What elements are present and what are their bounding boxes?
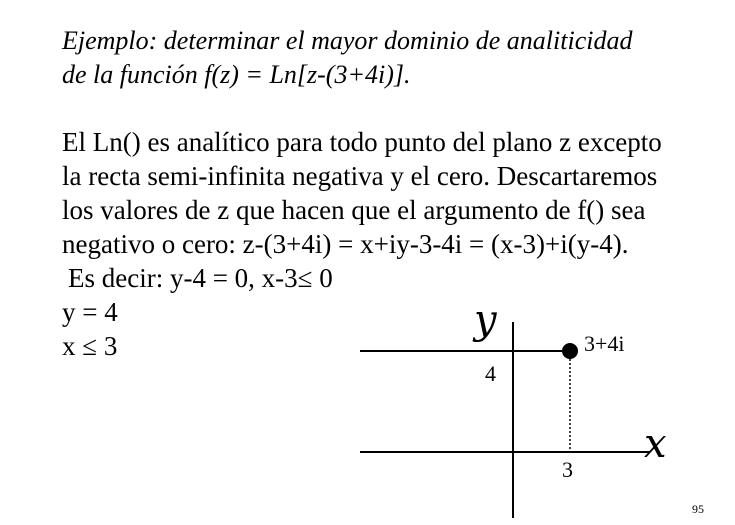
body-line-5: Es decir: y-4 = 0, x-3≤ 0 <box>68 263 333 293</box>
x-axis-label: x <box>644 421 667 467</box>
body-line-7: x ≤ 3 <box>62 331 118 361</box>
point-label: 3+4i <box>584 331 625 356</box>
body-line-2: la recta semi-infinita negativa y el cero. Descartaremos <box>62 161 658 191</box>
y-tick-label: 4 <box>485 361 496 386</box>
body-line-1: El Ln() es analítico para todo punto del plano z excepto <box>62 127 662 157</box>
body-line-6: y = 4 <box>62 297 118 327</box>
point-3-4i <box>562 343 578 359</box>
y-axis-label: y <box>474 297 497 343</box>
body-line-3: los valores de z que hacen que el argumento de f() sea <box>62 195 646 225</box>
title-line-1: Ejemplo: determinar el mayor dominio de analiticidad <box>62 26 633 55</box>
title-line-2: de la función f(z) = Ln[z-(3+4i)]. <box>62 60 411 89</box>
page-number: 95 <box>692 502 704 516</box>
x-tick-label: 3 <box>562 457 573 482</box>
body-line-4: negativo o cero: z-(3+4i) = x+iy-3-4i = (x-3)+i(y-4). <box>62 229 629 259</box>
